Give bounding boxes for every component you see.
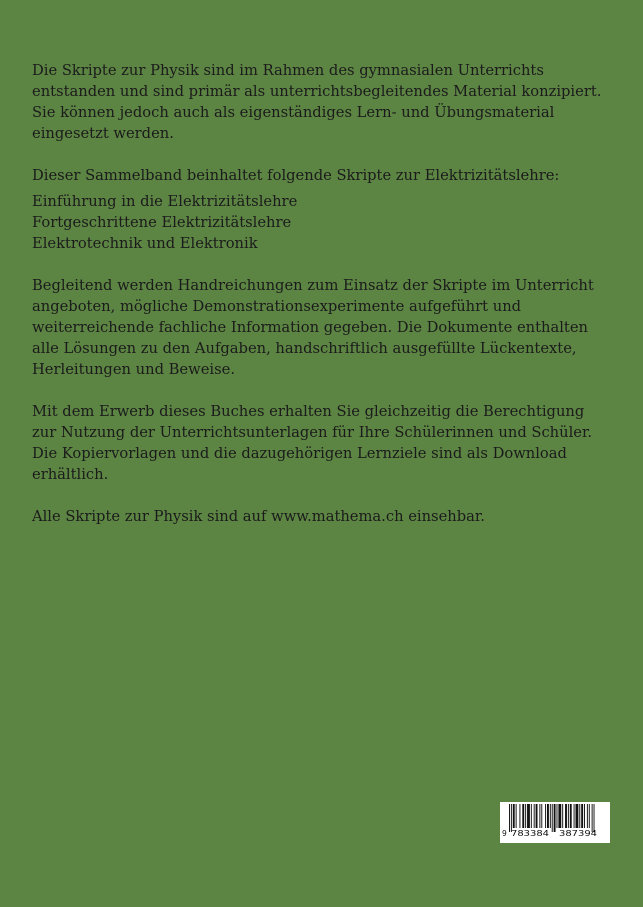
barcode-bar <box>570 804 572 828</box>
script-list <box>32 191 612 254</box>
script-list-item: Elektrotechnik und Elektronik <box>32 235 258 252</box>
barcode-bar <box>536 804 538 828</box>
barcode-bar <box>589 804 590 828</box>
barcode-bar <box>562 804 563 828</box>
barcode-bar <box>594 804 595 832</box>
barcode-bar <box>558 804 561 828</box>
barcode-bar <box>516 804 517 828</box>
guidance-paragraph: Begleitend werden Handreichungen zum Einsatz der Skripte im Unterricht angeboten, mögliche Demonstrationsexperimente aufgeführt und weiterreichende fachliche Information gegeben. Die Dokumente enthalten alle Lösungen zu den Aufgaben, handschriftlich ausgefüllte Lückentexte, Herleitungen und Beweise. <box>32 277 594 378</box>
barcode-bar <box>547 804 549 828</box>
barcode-bars <box>509 804 595 832</box>
isbn-barcode <box>500 802 610 843</box>
barcode-bar <box>584 804 585 828</box>
barcode-bar <box>527 804 530 828</box>
barcode-right-digits: 387394 <box>559 829 598 838</box>
barcode-bar <box>513 804 515 828</box>
collection-lead-paragraph: Dieser Sammelband beinhaltet folgende Skripte zur Elektrizitätslehre: <box>32 167 560 184</box>
barcode-bar <box>541 804 542 828</box>
barcode-bar <box>534 804 535 828</box>
barcode-bar <box>568 804 569 828</box>
barcode-bar <box>545 804 546 828</box>
barcode-bar <box>552 804 553 832</box>
intro-paragraph: Die Skripte zur Physik sind im Rahmen des gymnasialen Unterrichts entstanden und sind primär als unterrichtsbegleitendes Material konzipiert. Sie können jedoch auch als eigenständiges Lern- und Übungsmaterial eingesetzt werden. <box>32 62 602 142</box>
barcode-bar <box>587 804 588 828</box>
barcode-bar <box>554 804 556 832</box>
barcode-bar <box>525 804 526 828</box>
barcode-left-digits: 783384 <box>511 829 550 838</box>
barcode-graphic <box>500 802 610 843</box>
barcode-bar <box>539 804 540 828</box>
script-list-item: Fortgeschrittene Elektrizitätslehre <box>32 214 292 231</box>
barcode-bar <box>531 804 532 828</box>
availability-paragraph: Alle Skripte zur Physik sind auf www.mathema.ch einsehbar. <box>32 508 485 525</box>
script-list-item: Einführung in die Elektrizitätslehre <box>32 193 298 210</box>
barcode-bar <box>550 804 551 828</box>
barcode-bar <box>519 804 520 828</box>
license-paragraph: Mit dem Erwerb dieses Buches erhalten Sie gleichzeitig die Berechtigung zur Nutzung der Unterrichtsunterlagen für Ihre Schülerinnen und Schüler. Die Kopiervorlagen und die dazugehörigen Lernziele sind als Download erhältlich. <box>32 403 593 483</box>
back-cover-text <box>32 60 612 548</box>
barcode-bar <box>522 804 524 828</box>
barcode-bar <box>511 804 512 832</box>
barcode-bar <box>557 804 558 828</box>
barcode-bar <box>565 804 567 828</box>
barcode-bar <box>509 804 510 832</box>
barcode-bar <box>574 804 575 828</box>
barcode-bar <box>579 804 580 828</box>
barcode-bar <box>581 804 583 828</box>
barcode-bar <box>592 804 593 832</box>
barcode-bar <box>576 804 579 828</box>
barcode-lead-digit: 9 <box>502 829 507 838</box>
